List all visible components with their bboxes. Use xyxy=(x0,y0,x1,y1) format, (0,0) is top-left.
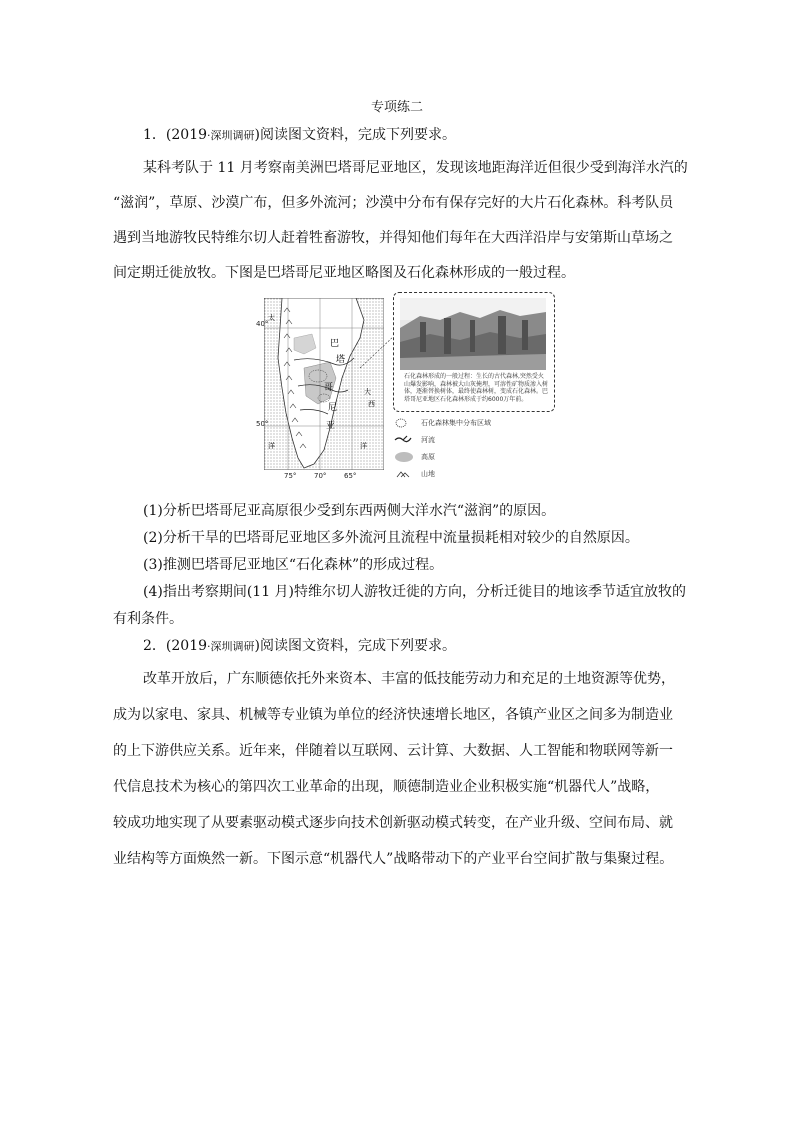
patagonia-map xyxy=(264,298,384,470)
dotted-outline-icon xyxy=(393,417,419,429)
lon-65-label: 65° xyxy=(344,472,357,480)
callout-line xyxy=(358,332,398,372)
legend-label: 石化森林集中分布区域 xyxy=(421,419,491,427)
question-1-instruction: )阅读图文资料，完成下列要求。 xyxy=(254,127,456,143)
question-1-source: ·深圳调研 xyxy=(207,129,255,142)
q1-paragraph-line: 某科考队于 11 月考察南美洲巴塔哥尼亚地区，发现该地距海洋近但很少受到海洋水汽的 xyxy=(143,160,688,176)
question-1-header xyxy=(143,124,456,144)
q2-paragraph-line: 业结构等方面焕然一新。下图示意“机器代人”战略带动下的产业平台空间扩散与集聚过程。 xyxy=(113,851,674,867)
question-1-year: 2019 xyxy=(171,127,208,143)
q2-paragraph-line: 改革开放后，广东顺德依托外来资本、丰富的低技能劳动力和充足的土地资源等优势， xyxy=(143,671,675,687)
petrified-forest-callout xyxy=(393,292,555,412)
q2-paragraph-line: 的上下游供应关系。近年来，伴随着以互联网、云计算、大数据、人工智能和物联网等新一 xyxy=(113,743,673,759)
mountain-icon xyxy=(393,468,419,480)
svg-text:哥: 哥 xyxy=(324,382,334,392)
river-icon xyxy=(393,434,419,446)
page-title: 专项练二 xyxy=(370,100,423,115)
svg-text:西: 西 xyxy=(368,400,375,408)
question-1-number: 1．( xyxy=(143,127,172,143)
svg-text:塔: 塔 xyxy=(336,354,346,364)
q2-paragraph-line: 代信息技术为核心的第四次工业革命的出现，顺德制造业企业积极实施“机器代人”战略， xyxy=(113,779,660,795)
q1-subquestion: (3)推测巴塔哥尼亚地区“石化森林”的形成过程。 xyxy=(143,557,444,573)
legend-label: 高原 xyxy=(421,453,435,461)
q1-subquestion: (4)指出考察期间(11 月)特维尔切人游牧迁徙的方向，分析迁徙目的地该季节适宜放牧的 xyxy=(143,584,687,600)
svg-text:洋: 洋 xyxy=(360,442,367,450)
legend-label: 河流 xyxy=(421,436,435,444)
svg-text:大: 大 xyxy=(364,388,371,396)
q1-subquestion: (2)分析干旱的巴塔哥尼亚地区多外流河且流程中流量损耗相对较少的自然原因。 xyxy=(143,530,639,546)
lat-40-label: 40° xyxy=(256,320,269,328)
legend-item xyxy=(393,434,435,446)
lon-75-label: 75° xyxy=(284,472,297,480)
question-2-year: 2019 xyxy=(171,638,208,654)
svg-text:洋: 洋 xyxy=(268,442,275,450)
question-2-instruction: )阅读图文资料，完成下列要求。 xyxy=(254,638,456,654)
legend-label: 山地 xyxy=(421,470,435,478)
lat-50-label: 50° xyxy=(256,420,269,428)
q1-paragraph-line: 间定期迁徙放牧。下图是巴塔哥尼亚地区略图及石化森林形成的一般过程。 xyxy=(113,265,575,281)
q2-paragraph-line: 较成功地实现了从要素驱动模式逐步向技术创新驱动模式转变，在产业升级、空间布局、就 xyxy=(113,815,673,831)
legend-item xyxy=(393,417,491,429)
patagonia-figure xyxy=(258,292,558,490)
question-2-number: 2．( xyxy=(143,638,172,654)
q1-subquestion-continued: 有利条件。 xyxy=(113,611,183,627)
photo-caption: 石化森林形成的一般过程：生长的古代森林,突然受火山爆发影响，森林被大山灰掩埋，可溶性矿物质渗入树体，逐渐替换树体，最终使森林树，变成石化森林。巴塔哥尼亚地区石化森林形成于约6000万年前。 xyxy=(404,373,549,403)
svg-text:巴: 巴 xyxy=(330,338,340,348)
legend-item xyxy=(393,468,435,480)
lon-70-label: 70° xyxy=(314,472,327,480)
question-2-source: ·深圳调研 xyxy=(207,640,255,653)
plateau-icon xyxy=(393,451,419,463)
petrified-forest-photo xyxy=(400,298,546,370)
q1-paragraph-line: 遇到当地游牧民特维尔切人赶着牲畜游牧，并得知他们每年在大西洋沿岸与安第斯山草场之 xyxy=(113,230,673,246)
legend-item xyxy=(393,451,435,463)
q2-paragraph-line: 成为以家电、家具、机械等专业镇为单位的经济快速增长地区，各镇产业区之间多为制造业 xyxy=(113,707,673,723)
svg-text:尼: 尼 xyxy=(328,402,338,412)
q1-subquestion: (1)分析巴塔哥尼亚高原很少受到东西两侧大洋水汽“滋润”的原因。 xyxy=(143,503,556,519)
svg-text:太: 太 xyxy=(268,314,275,322)
svg-text:亚: 亚 xyxy=(326,420,336,430)
q1-paragraph-line: “滋润”，草原、沙漠广布，但多外流河；沙漠中分布有保存完好的大片石化森林。科考队员 xyxy=(113,195,674,211)
question-2-header xyxy=(143,635,456,655)
